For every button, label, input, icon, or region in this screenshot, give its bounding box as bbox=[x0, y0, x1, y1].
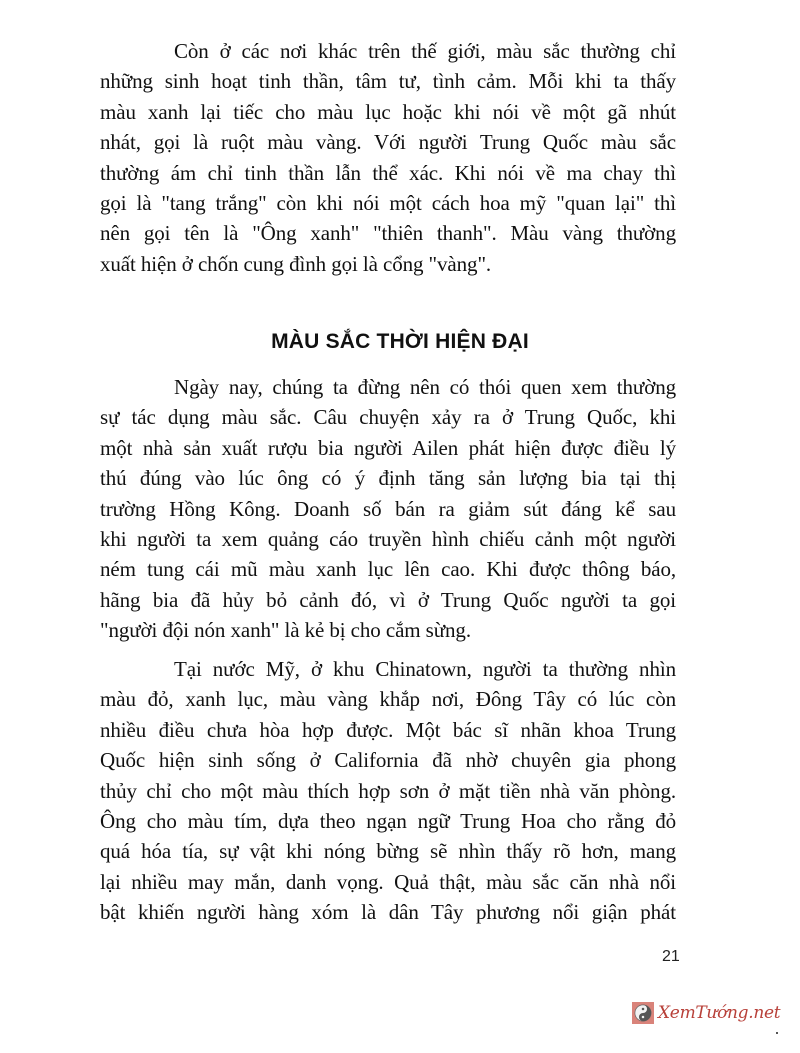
text-line: thú đúng vào lúc ông có ý định tăng sản lượng bia tại thị bbox=[100, 466, 676, 491]
text-line: Còn ở các nơi khác trên thế giới, màu sắc thường chỉ bbox=[174, 39, 676, 63]
text-line: Ông cho màu tím, dựa theo ngạn ngữ Trung Hoa cho rằng đỏ bbox=[100, 808, 676, 833]
text-line: xuất hiện ở chốn cung đình gọi là cổng "vàng". bbox=[100, 251, 492, 276]
yin-yang-icon bbox=[632, 1002, 654, 1024]
text-line: Quốc hiện sinh sống ở California đã nhờ chuyên gia phong bbox=[100, 748, 676, 773]
text-line: bật khiến người hàng xóm là dân Tây phương nổi giận phát bbox=[100, 900, 676, 925]
text-line: ném tung cái mũ màu xanh lục lên cao. Khi được thông báo, bbox=[100, 557, 676, 582]
text-line: màu xanh lại tiếc cho màu lục hoặc khi nói về một gã nhút bbox=[100, 99, 676, 124]
watermark-text: XemTướng.net bbox=[658, 1003, 781, 1023]
text-line: những sinh hoạt tinh thần, tâm tư, tình cảm. Mỗi khi ta thấy bbox=[100, 69, 676, 94]
text-line: sự tác dụng màu sắc. Câu chuyện xảy ra ở Trung Quốc, khi bbox=[100, 405, 676, 430]
text-line: hãng bia đã hủy bỏ cảnh đó, vì ở Trung Quốc người ta gọi bbox=[100, 587, 676, 612]
section-heading: MÀU SẮC THỜI HIỆN ĐẠI bbox=[271, 330, 529, 353]
text-line: nhát, gọi là ruột màu vàng. Với người Trung Quốc màu sắc bbox=[100, 130, 676, 155]
text-line: nhiều điều chưa hòa hợp được. Một bác sĩ nhãn khoa Trung bbox=[100, 717, 676, 742]
paragraph-1 bbox=[100, 36, 676, 279]
text-line: "người đội nón xanh" là kẻ bị cho cắm sừng. bbox=[100, 618, 471, 643]
text-line: một nhà sản xuất rượu bia người Ailen phát hiện được điều lý bbox=[100, 435, 676, 460]
paragraph-3 bbox=[100, 654, 676, 928]
paragraph-2 bbox=[100, 372, 676, 646]
text-line: quá hóa tía, sự vật khi nóng bừng sẽ nhìn thấy rõ hơn, mang bbox=[100, 839, 676, 864]
text-line: thường ám chỉ tinh thần lẫn thể xác. Khi nói về ma chay thì bbox=[100, 160, 676, 185]
text-line: Tại nước Mỹ, ở khu Chinatown, người ta thường nhìn bbox=[174, 657, 676, 681]
page-number: 21 bbox=[662, 948, 680, 965]
text-line: nên gọi tên là "Ông xanh" "thiên thanh". Màu vàng thường bbox=[100, 221, 676, 246]
text-line: trường Hồng Kông. Doanh số bán ra giảm sút đáng kể sau bbox=[100, 496, 676, 521]
text-line: gọi là "tang trắng" còn khi nói một cách hoa mỹ "quan lại" thì bbox=[100, 190, 676, 215]
text-line: Ngày nay, chúng ta đừng nên có thói quen xem thường bbox=[174, 375, 676, 399]
text-line: khi người ta xem quảng cáo truyền hình chiếu cảnh một người bbox=[100, 526, 676, 551]
text-line: lại nhiều may mắn, danh vọng. Quả thật, màu sắc căn nhà nổi bbox=[100, 869, 676, 894]
watermark bbox=[632, 1002, 780, 1024]
watermark-dot bbox=[776, 1032, 778, 1034]
text-line: thủy chỉ cho một màu thích hợp sơn ở mặt tiền nhà văn phòng. bbox=[100, 778, 676, 803]
text-line: màu đỏ, xanh lục, màu vàng khắp nơi, Đông Tây có lúc còn bbox=[100, 687, 676, 712]
